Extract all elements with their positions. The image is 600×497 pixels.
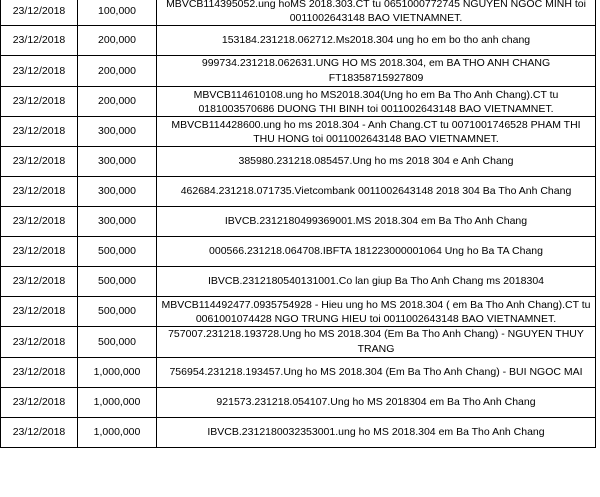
amount-cell: 500,000 bbox=[78, 267, 157, 297]
date-cell: 23/12/2018 bbox=[1, 267, 78, 297]
amount-cell: 300,000 bbox=[78, 147, 157, 177]
description-cell: MBVCB114492477.0935754928 - Hieu ung ho MS 2018.304 ( em Ba Tho Anh Chang).CT tu 0061001074428 NGO TRUNG HIEU toi 0011002643148 BAO VIETNAMNET. bbox=[157, 297, 596, 327]
description-cell: 999734.231218.062631.UNG HO MS 2018.304, em BA THO ANH CHANG FT18358715927809 bbox=[157, 56, 596, 87]
date-cell: 23/12/2018 bbox=[1, 0, 78, 26]
table-row bbox=[1, 0, 596, 26]
table-row bbox=[1, 297, 596, 327]
date-cell: 23/12/2018 bbox=[1, 418, 78, 448]
description-cell: 757007.231218.193728.Ung ho MS 2018.304 (Em Ba Tho Anh Chang) - NGUYEN THUY TRANG bbox=[157, 327, 596, 358]
table-row bbox=[1, 147, 596, 177]
table-row bbox=[1, 267, 596, 297]
date-cell: 23/12/2018 bbox=[1, 87, 78, 117]
description-cell: IBVCB.2312180032353001.ung ho MS 2018.304 em Ba Tho Anh Chang bbox=[157, 418, 596, 448]
table-row bbox=[1, 26, 596, 56]
date-cell: 23/12/2018 bbox=[1, 56, 78, 87]
table-row bbox=[1, 207, 596, 237]
table-row bbox=[1, 418, 596, 448]
amount-cell: 200,000 bbox=[78, 26, 157, 56]
table-row bbox=[1, 358, 596, 388]
date-cell: 23/12/2018 bbox=[1, 117, 78, 147]
description-cell: 153184.231218.062712.Ms2018.304 ung ho em bo tho anh chang bbox=[157, 26, 596, 56]
amount-cell: 1,000,000 bbox=[78, 388, 157, 418]
date-cell: 23/12/2018 bbox=[1, 327, 78, 358]
table-row bbox=[1, 87, 596, 117]
date-cell: 23/12/2018 bbox=[1, 297, 78, 327]
description-cell: MBVCB114428600.ung ho ms 2018.304 - Anh Chang.CT tu 0071001746528 PHAM THI THU HONG toi 0011002643148 BAO VIETNAMNET. bbox=[157, 117, 596, 147]
amount-cell: 500,000 bbox=[78, 327, 157, 358]
description-cell: 462684.231218.071735.Vietcombank 0011002643148 2018 304 Ba Tho Anh Chang bbox=[157, 177, 596, 207]
amount-cell: 100,000 bbox=[78, 0, 157, 26]
description-cell: IBVCB.2312180540131001.Co lan giup Ba Tho Anh Chang ms 2018304 bbox=[157, 267, 596, 297]
amount-cell: 300,000 bbox=[78, 207, 157, 237]
amount-cell: 200,000 bbox=[78, 56, 157, 87]
transactions-body bbox=[1, 0, 596, 448]
description-cell: 756954.231218.193457.Ung ho MS 2018.304 (Em Ba Tho Anh Chang) - BUI NGOC MAI bbox=[157, 358, 596, 388]
table-row bbox=[1, 177, 596, 207]
table-row bbox=[1, 56, 596, 87]
amount-cell: 300,000 bbox=[78, 117, 157, 147]
amount-cell: 1,000,000 bbox=[78, 418, 157, 448]
description-cell: IBVCB.2312180499369001.MS 2018.304 em Ba Tho Anh Chang bbox=[157, 207, 596, 237]
date-cell: 23/12/2018 bbox=[1, 177, 78, 207]
description-cell: 385980.231218.085457.Ung ho ms 2018 304 e Anh Chang bbox=[157, 147, 596, 177]
date-cell: 23/12/2018 bbox=[1, 147, 78, 177]
amount-cell: 500,000 bbox=[78, 237, 157, 267]
table-row bbox=[1, 388, 596, 418]
description-cell: 921573.231218.054107.Ung ho MS 2018304 em Ba Tho Anh Chang bbox=[157, 388, 596, 418]
description-cell: MBVCB114395052.ung hoMS 2018.303.CT tu 0651000772745 NGUYEN NGOC MINH toi 0011002643148 BAO VIETNAMNET. bbox=[157, 0, 596, 26]
amount-cell: 300,000 bbox=[78, 177, 157, 207]
table-row bbox=[1, 237, 596, 267]
table-row bbox=[1, 117, 596, 147]
amount-cell: 1,000,000 bbox=[78, 358, 157, 388]
date-cell: 23/12/2018 bbox=[1, 26, 78, 56]
date-cell: 23/12/2018 bbox=[1, 388, 78, 418]
description-cell: 000566.231218.064708.IBFTA 181223000001064 Ung ho Ba TA Chang bbox=[157, 237, 596, 267]
date-cell: 23/12/2018 bbox=[1, 207, 78, 237]
table-row bbox=[1, 327, 596, 358]
description-cell: MBVCB114610108.ung ho MS2018.304(Ung ho em Ba Tho Anh Chang).CT tu 0181003570686 DUONG THI BINH toi 0011002643148 BAO VIETNAMNET. bbox=[157, 87, 596, 117]
date-cell: 23/12/2018 bbox=[1, 237, 78, 267]
amount-cell: 500,000 bbox=[78, 297, 157, 327]
amount-cell: 200,000 bbox=[78, 87, 157, 117]
date-cell: 23/12/2018 bbox=[1, 358, 78, 388]
